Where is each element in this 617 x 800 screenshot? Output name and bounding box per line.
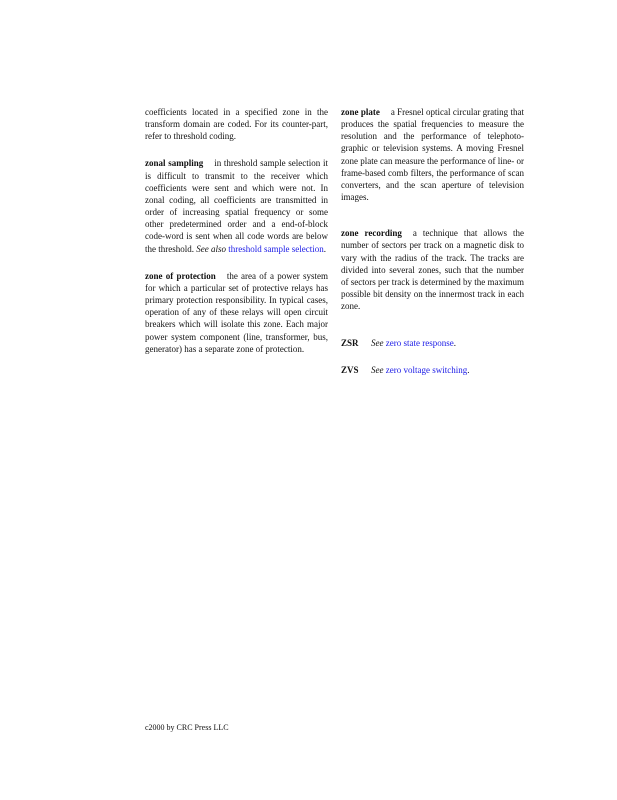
entry-zsr [341, 337, 524, 349]
link-threshold-sample-selection[interactable]: threshold sample selection [228, 243, 324, 254]
term-zsr: ZSR [341, 338, 359, 349]
trailing-period: . [467, 364, 470, 375]
definition-zone-plate: a Fresnel optical circular grating that produces the spatial frequencies to measure the resolution and the performance of telephoto- graphic or television systems. A moving Fresnel zone plate can measure the performance of line- or frame-based comb filters, the performance of scan converters, and the scan aperture of television images. [341, 107, 524, 203]
definition-zone-of-protection: the area of a power system for which a particular set of protective relays has primary protection responsibility. In typical cases, operation of any of these relays will open circuit breakers which will isolate this zone. Each major power system component (line, transformer, bus, generator) has a separate zone of protection. [145, 270, 328, 354]
right-column [341, 106, 524, 390]
entry-zvs [341, 364, 524, 376]
copyright-footer: c2000 by CRC Press LLC [145, 723, 229, 732]
see-label: See [371, 338, 384, 349]
see-also-label: See also [196, 243, 226, 254]
trailing-period: . [453, 338, 456, 349]
spacer [341, 218, 524, 227]
term-zone-recording: zone recording [341, 228, 402, 239]
definition-zone-recording: a technique that allows the number of sectors per track on a magnetic disk to vary with the radius of the track. The tracks are divided into several zones, such that the number of sectors per track is determined by the maximum possible bit density on the innermost track in each zone. [341, 228, 525, 312]
spacer [341, 327, 524, 337]
see-label: See [371, 364, 384, 375]
term-zone-of-protection: zone of protection [145, 270, 216, 281]
entry-zone-plate [341, 106, 524, 203]
definition-zonal-sampling: in threshold sample selection it is difficult to transmit to the receiver which coefficients were sent and which were not. In zonal coding, all coefficients are transmitted in order of increasing spatial frequency or some other predetermined order and a end-of-block code-word is sent when all code words are below the threshold. [145, 158, 328, 254]
trailing-period: . [323, 243, 326, 254]
term-zonal-sampling: zonal sampling [145, 158, 204, 169]
term-zone-plate: zone plate [341, 107, 380, 117]
link-zero-state-response[interactable]: zero state response [385, 338, 454, 349]
continuation-text: coefficients located in a specified zone in the transform domain are coded. For its counter-part, refer to threshold coding. [145, 107, 328, 142]
left-column [145, 106, 328, 370]
link-zero-voltage-switching[interactable]: zero voltage switching [385, 364, 468, 375]
entry-zonal-sampling [145, 157, 328, 254]
term-zvs: ZVS [341, 364, 359, 375]
entry-zone-of-protection [145, 270, 328, 355]
entry-zone-recording [341, 227, 524, 312]
